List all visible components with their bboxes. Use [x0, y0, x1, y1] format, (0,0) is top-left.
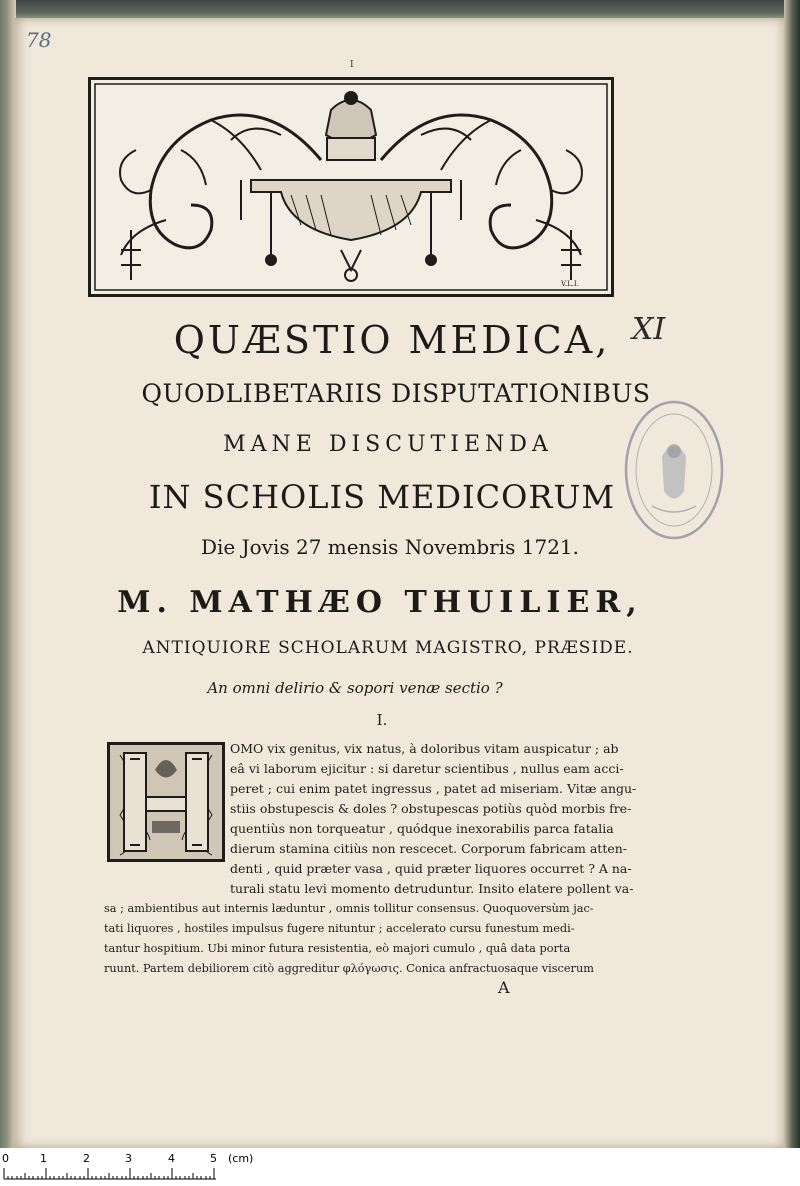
- body-line-7: denti , quid præter vasa , quid præter liquores occurret ? A na-: [230, 861, 632, 876]
- thesis-question: An omni delirio & sopori venæ sectio ?: [207, 679, 503, 697]
- book-right-edge: [784, 0, 800, 1150]
- title-line-1: QUÆSTIO MEDICA,: [173, 318, 611, 362]
- engraver-mark: V.L.I.: [561, 280, 579, 288]
- scale-label-2: 2: [83, 1152, 90, 1165]
- body-line-12: ruunt. Partem debiliorem citò aggreditur φλόγωσις. Conica anfractuosaque viscerum: [104, 962, 594, 975]
- ornamental-headpiece: [88, 77, 614, 297]
- body-line-10: tati liquores , hostiles impulsus fugere nituntur ; accelerato cursu funestum medi-: [104, 922, 575, 935]
- decorated-initial: [107, 742, 225, 862]
- manuscript-class-mark: XI: [632, 312, 666, 347]
- section-number: I.: [376, 711, 388, 729]
- signature-mark: I: [350, 60, 354, 70]
- headpiece-ornament-icon: [91, 80, 611, 294]
- disputation-date: Die Jovis 27 mensis Novembris 1721.: [200, 535, 580, 559]
- praeses-name: M. MATHÆO THUILIER,: [117, 585, 643, 620]
- manuscript-folio-number: 78: [26, 28, 52, 52]
- body-line-3: peret ; cui enim patet ingressus , patet ad miseriam. Vitæ angu-: [230, 781, 637, 796]
- decorated-initial-icon: [110, 745, 222, 859]
- title-line-2: QUODLIBETARIIS DISPUTATIONIBUS: [141, 379, 651, 408]
- praeses-role: ANTIQUIORE SCHOLARUM MAGISTRO, PRÆSIDE.: [142, 638, 634, 658]
- scale-label-0: 0: [2, 1152, 9, 1165]
- scale-label-1: 1: [40, 1152, 47, 1165]
- catchword: A: [498, 978, 510, 997]
- body-line-2: eâ vi laborum ejicitur : si daretur scientibus , nullus eam acci-: [230, 761, 624, 776]
- body-line-1: OMO vix genitus, vix natus, à doloribus vitam auspicatur ; ab: [230, 741, 619, 756]
- body-line-6: dierum stamina citiùs non rescecet. Corporum fabricam atten-: [230, 841, 628, 856]
- title-line-4: IN SCHOLIS MEDICORUM: [148, 478, 616, 516]
- title-line-3: MANE DISCUTIENDA: [223, 432, 553, 457]
- body-line-11: tantur hospitium. Ubi minor futura resistentia, eò majori cumulo , quâ data porta: [104, 942, 571, 955]
- scale-label-5: 5: [210, 1152, 217, 1165]
- scale-unit: (cm): [228, 1152, 254, 1165]
- body-line-9: sa ; ambientibus aut internis læduntur , omnis tollitur consensus. Quoquoversùm jac-: [104, 902, 594, 915]
- body-line-5: quentiùs non torqueatur , quódque inexorabilis parca fatalia: [230, 821, 614, 836]
- scale-label-4: 4: [168, 1152, 175, 1165]
- ruler-ticks-icon: [0, 1166, 230, 1180]
- scale-label-3: 3: [125, 1152, 132, 1165]
- body-line-4: stiis obstupescis & doles ? obstupescas potiùs quòd morbis fre-: [230, 801, 632, 816]
- library-stamp-icon: [622, 396, 726, 544]
- body-line-8: turali statu levi momento detruduntur. Insito elatere pollent va-: [230, 881, 634, 896]
- library-stamp: [622, 396, 726, 548]
- scale-bar: [0, 1148, 800, 1186]
